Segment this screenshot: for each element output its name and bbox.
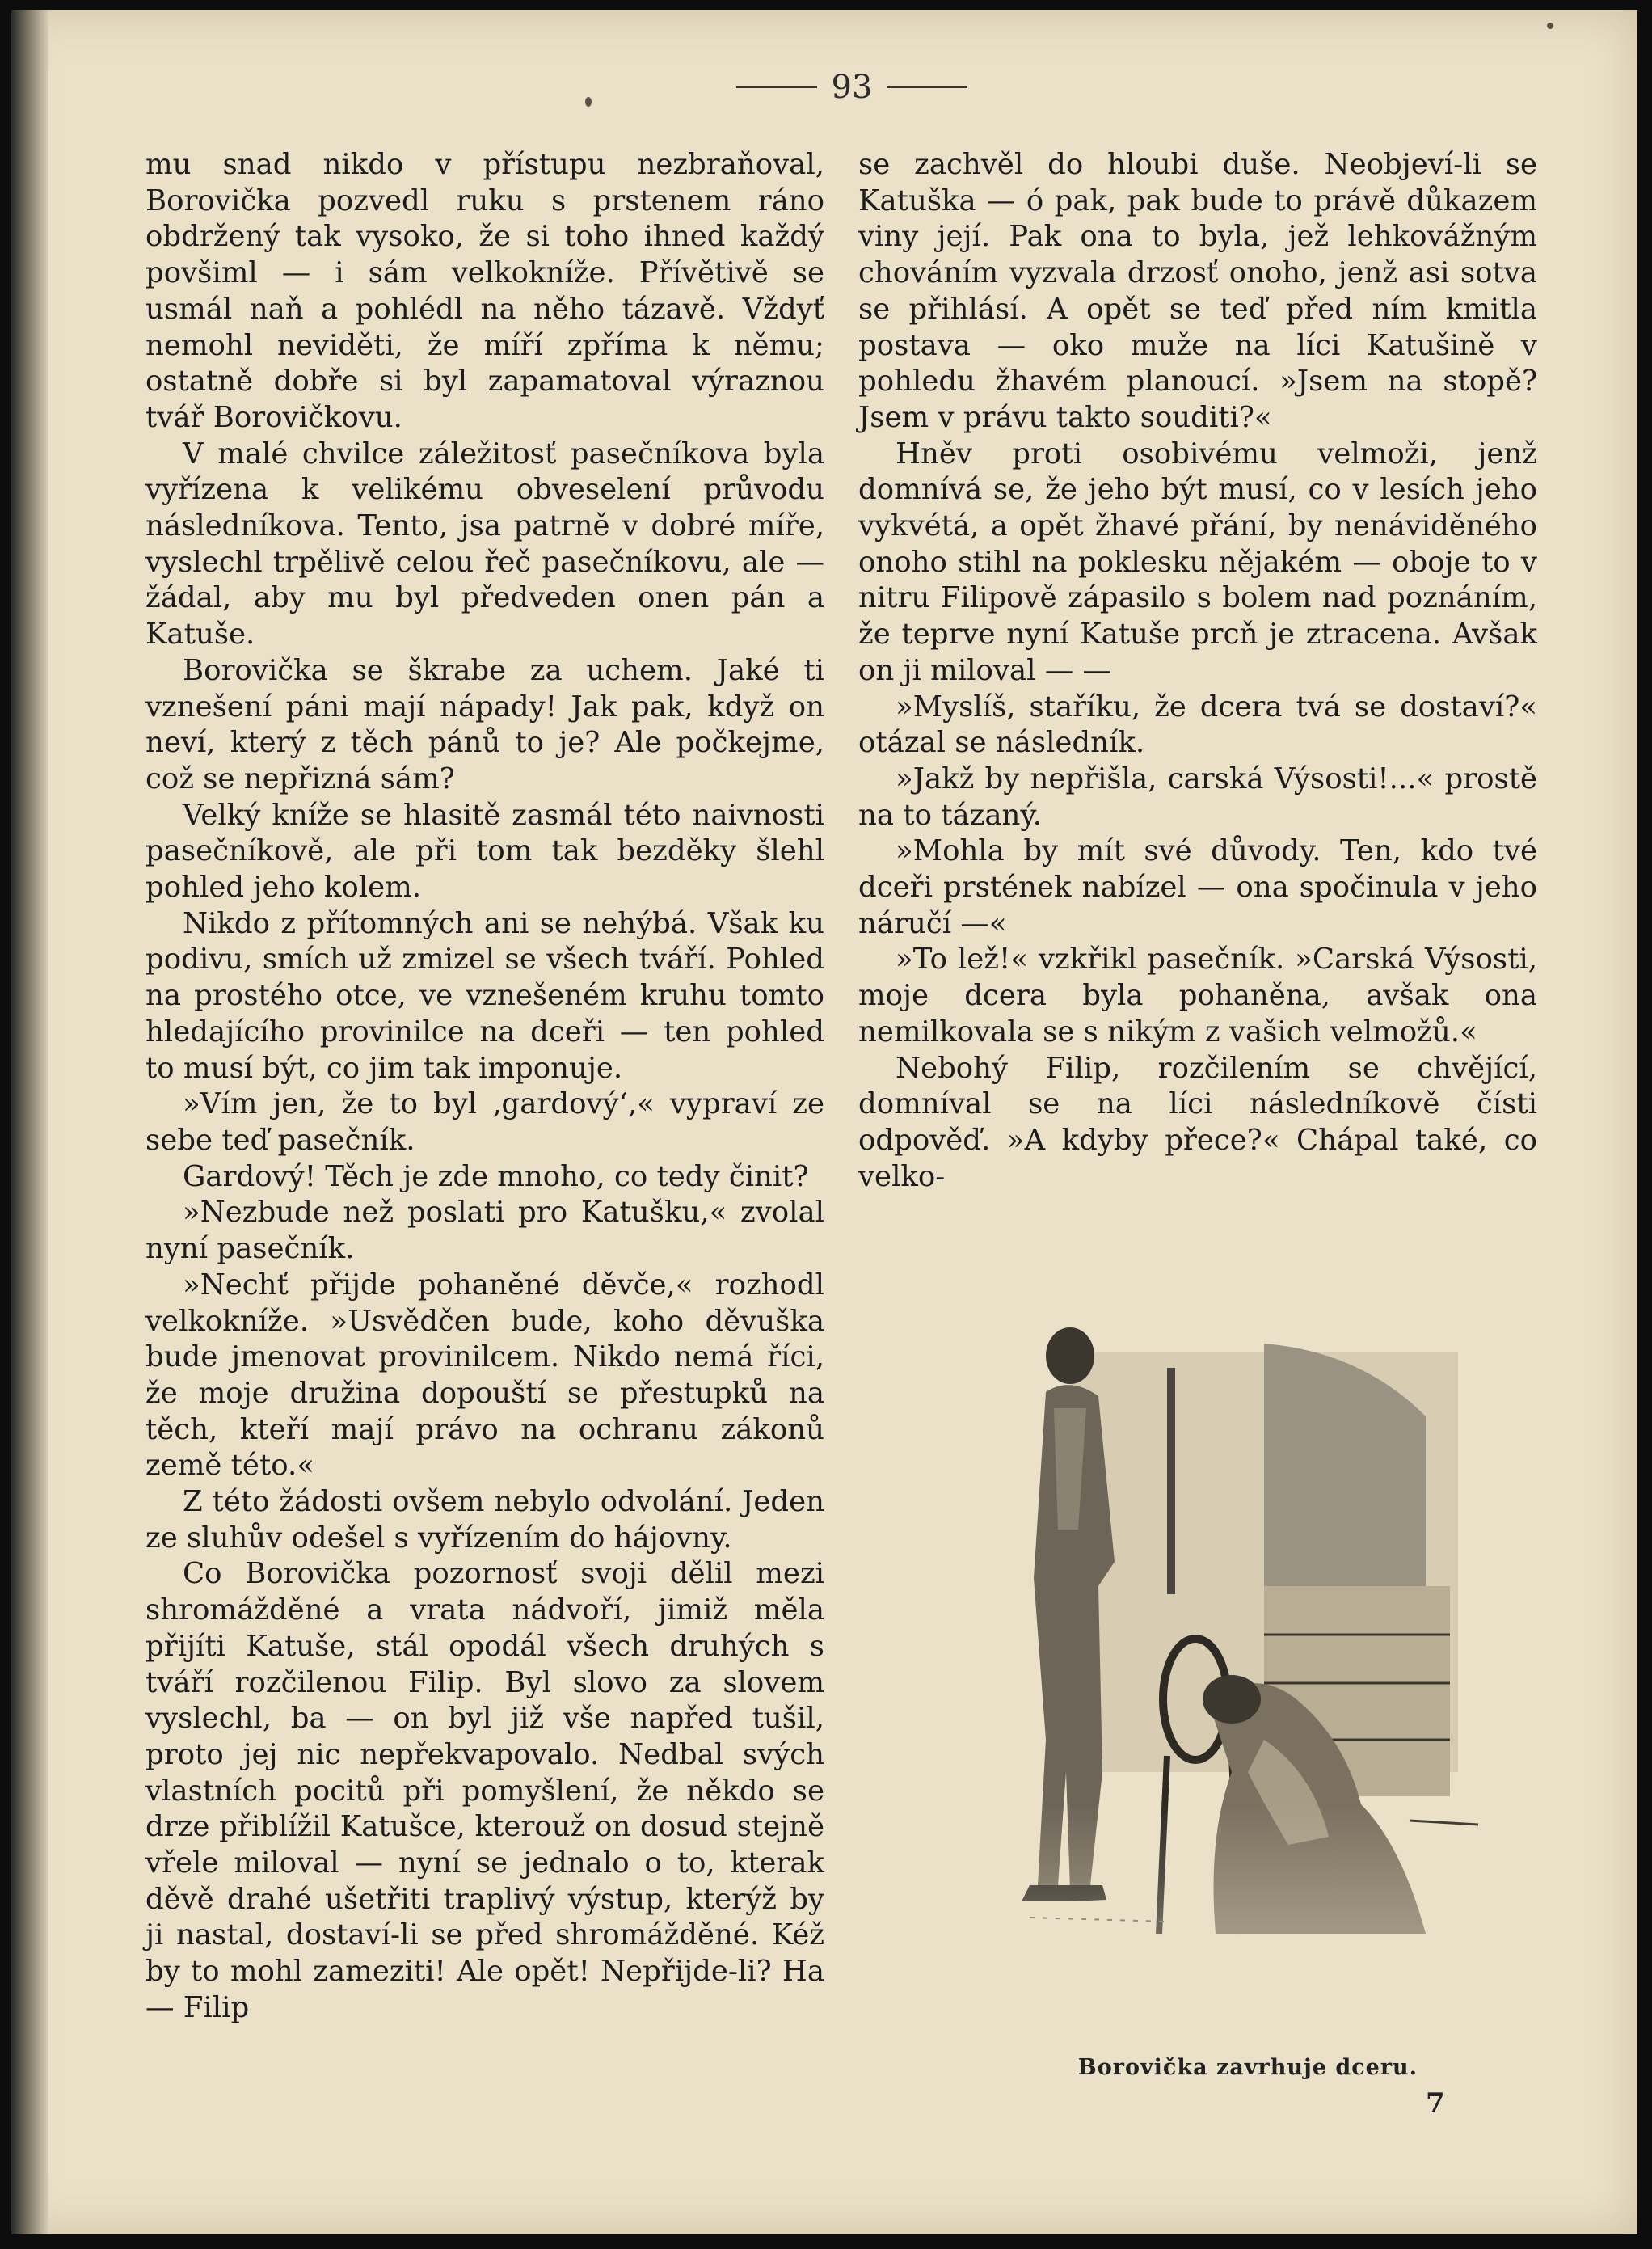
header-rule-left [736, 86, 817, 88]
signature-mark: 7 [1426, 2087, 1445, 2120]
paragraph: Hněv proti osobivému velmoži, jenž domnívá se, že jeho být musí, co v lesích jeho vykvétá, a opět žhavé přání, by nenáviděného onoho stihl na poklesku nějakém — oboje to v nitru Filipově zápasilo s bolem nad poznáním, že teprve nyní Katuše prcň je ztracena. Avšak on ji miloval — — [858, 437, 1537, 687]
page [11, 10, 1637, 2234]
paragraph: Velký kníže se hlasitě zasmál této naivnosti pasečníkově, ale při tom tak bezděky šlehl pohled jeho kolem. [145, 798, 824, 905]
paragraph: »Nechť přijde pohaněné děvče,« rozhodl velkokníže. »Usvědčen bude, koho děvuška bude jmenovat provinilcem. Nikdo nemá říci, že moje družina dopouští se přestupků na těch, kteří mají právo na ochranu zákonů země této.« [145, 1268, 824, 1483]
speck [1547, 23, 1553, 29]
paragraph: se zachvěl do hloubi duše. Neobjeví-li se Katuška — ó pak, pak bude to právě důkazem viny její. Pak ona to byla, jež lehkovážným chováním vyzvala drzosť onoho, jenž asi sotva se přihlásí. A opět se teď před ním kmitla postava — oko muže na líci Katušině v pohledu žhavém planoucí. »Jsem na stopě? Jsem v právu takto souditi?« [858, 148, 1537, 434]
paragraph: Borovička se škrabe za uchem. Jaké ti vznešení páni mají nápady! Jak pak, když on neví, který z těch pánů to je? Ale počkejme, což se nepřizná sám? [145, 653, 824, 795]
book-spine-shadow [11, 10, 48, 2234]
illustration-caption: Borovička zavrhuje dceru. [1077, 2055, 1418, 2080]
page-header [723, 63, 981, 112]
paragraph: »Vím jen, že to byl ‚gardový‘,« vypraví ze sebe teď pasečník. [145, 1087, 824, 1157]
paragraph: Gardový! Těch je zde mnoho, co tedy činit? [183, 1159, 809, 1193]
paragraph: »Nezbude než poslati pro Katušku,« zvolal nyní pasečník. [145, 1196, 824, 1266]
paragraph: Nikdo z přítomných ani se nehýbá. Však ku podivu, smích už zmizel se všech tváří. Pohled na prostého otce, ve vznešeném kruhu tomto hledajícího provinilce na dceři — ten pohled to musí být, co jim tak imponuje. [145, 906, 824, 1085]
paragraph: »Myslíš, staříku, že dcera tvá se dostaví?« otázal se následník. [858, 690, 1537, 760]
paragraph: »Mohla by mít své důvody. Ten, kdo tvé dceři prstének nabízel — ona spočinula v jeho náručí —« [858, 834, 1537, 940]
paragraph: Nebohý Filip, rozčilením se chvějící, domníval se na líci následníkově čísti odpověď. »A kdyby přece?« Chápal také, co velko- [858, 1051, 1537, 1193]
speck [585, 97, 592, 107]
page-number: 93 [831, 69, 873, 106]
header-rule-right [887, 86, 967, 88]
illustration [1022, 1319, 1482, 2023]
paragraph: »Jakž by nepřišla, carská Výsosti!...« prostě na to tázaný. [858, 762, 1537, 832]
left-text-column [145, 147, 824, 2027]
paragraph: »To lež!« vzkřikl pasečník. »Carská Výsosti, moje dcera byla pohaněna, avšak ona nemilkovala se s nikým z vašich velmožů.« [858, 943, 1537, 1049]
doorframe [1167, 1368, 1175, 1594]
right-text-column [858, 147, 1537, 1195]
paragraph: mu snad nikdo v přístupu nezbraňoval, Borovička pozvedl ruku s prstenem ráno obdržený tak vysoko, že si toho ihned každý povšiml — i sám velkokníže. Přívětivě se usmál naň a pohlédl na něho tázavě. Vždyť nemohl neviděti, že míří zpříma k němu; ostatně dobře si byl zapamatoval výraznou tvář Borovičkovu. [145, 148, 824, 434]
paragraph: V malé chvilce záležitosť pasečníkova byla vyřízena k velikému obveselení průvodu následníkova. Tento, jsa patrně v dobré míře, vyslechl trpělivě celou řeč pasečníkovu, ale — žádal, aby mu byl předveden onen pán a Katuše. [145, 437, 824, 652]
paragraph: Z této žádosti ovšem nebylo odvolání. Jeden ze sluhův odešel s vyřízením do hájovny. [145, 1485, 824, 1555]
paragraph: Co Borovička pozornosť svoji dělil mezi shromážděné a vrata nádvoří, jimiž měla přijíti Katuše, stál opodál všech druhých s tváří rozčilenou Filip. Byl slovo za slovem vyslechl, ba — on byl již vše napřed tušil, proto jej nic nepřekvapovalo. Nedbal svých vlastních pocitů při pomyšlení, že někdo se drze přiblížil Katušce, kterouž on dosud stejně vřele miloval — nyní se jednalo o to, kterak děvě drahé ušetřiti traplivý výstup, kterýž by ji nastal, dostaví-li se před shromážděné. Kéž by to mohl zameziti! Ale opět! Nepřijde-li? Ha — Filip [145, 1557, 824, 2024]
